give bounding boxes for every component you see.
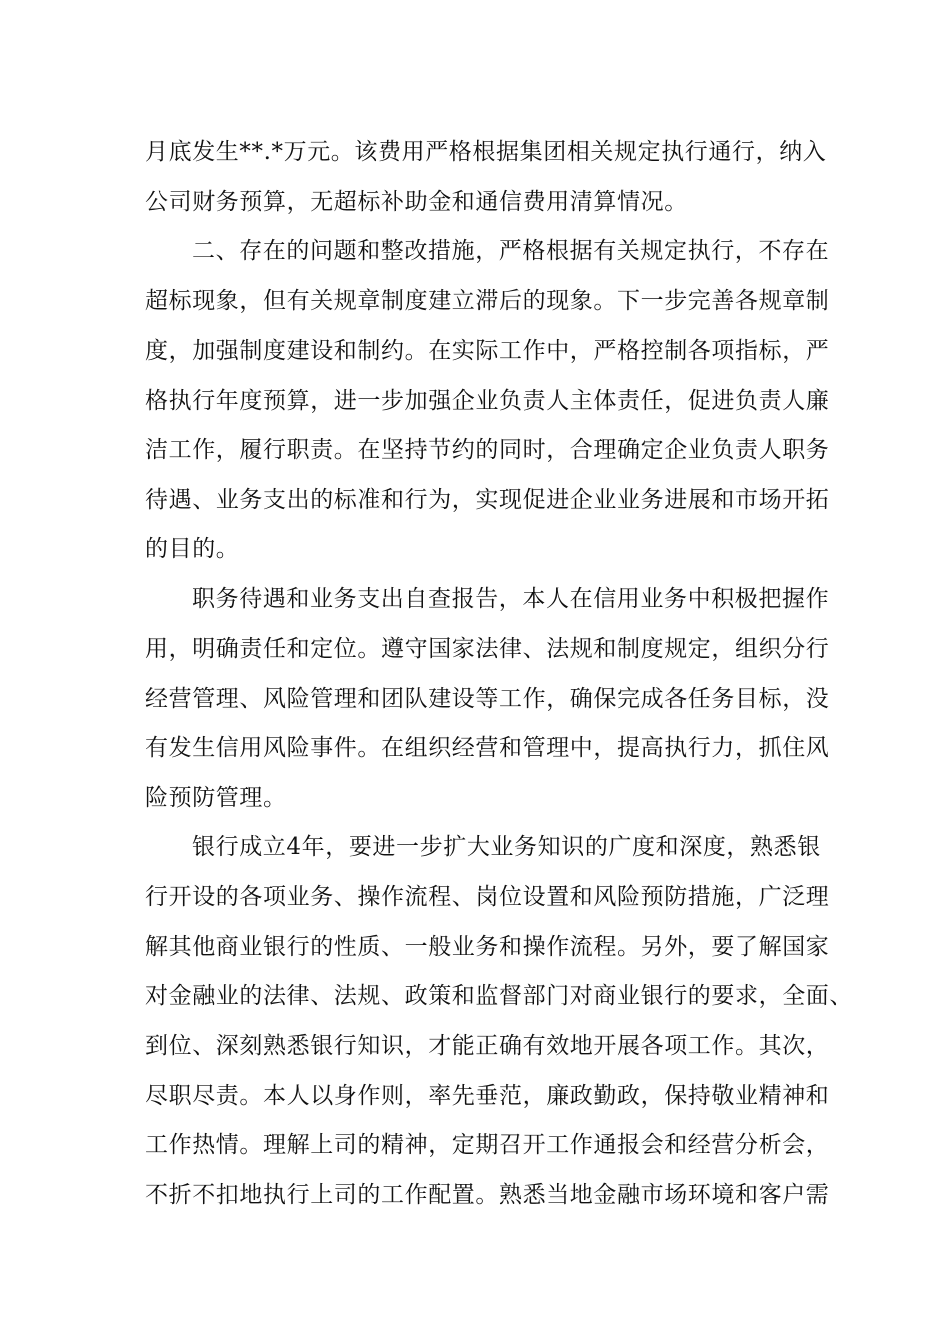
text-line: 待遇、业务支出的标准和行为，实现促进企业业务进展和市场开拓 xyxy=(145,487,830,513)
text-line: 经营管理、风险管理和团队建设等工作，确保完成各任务目标，没 xyxy=(145,686,830,712)
paragraph-start-line: 二、存在的问题和整改措施，严格根据有关规定执行，不存在 xyxy=(192,238,830,264)
text-line: 险预防管理。 xyxy=(145,785,287,811)
paragraph-start-line: 银行成立4年，要进一步扩大业务知识的广度和深度，熟悉银 xyxy=(192,834,821,860)
text-line: 解其他商业银行的性质、一般业务和操作流程。另外，要了解国家 xyxy=(145,934,830,960)
text-line: 格执行年度预算，进一步加强企业负责人主体责任，促进负责人廉 xyxy=(145,388,830,414)
paragraph-start-line: 职务待遇和业务支出自查报告，本人在信用业务中积极把握作 xyxy=(192,586,830,612)
text-line: 对金融业的法律、法规、政策和监督部门对商业银行的要求，全面、 xyxy=(145,983,853,1009)
text-line: 到位、深刻熟悉银行知识，才能正确有效地开展各项工作。其次， xyxy=(145,1033,830,1059)
text-line: 用，明确责任和定位。遵守国家法律、法规和制度规定，组织分行 xyxy=(145,636,830,662)
text-line: 不折不扣地执行上司的工作配置。熟悉当地金融市场环境和客户需 xyxy=(145,1182,830,1208)
text-line: 度，加强制度建设和制约。在实际工作中，严格控制各项指标，严 xyxy=(145,338,830,364)
text-line: 公司财务预算，无超标补助金和通信费用清算情况。 xyxy=(145,189,688,215)
text-line: 尽职尽责。本人以身作则，率先垂范，廉政勤政，保持敬业精神和 xyxy=(145,1083,830,1109)
text-line: 月底发生**.*万元。该费用严格根据集团相关规定执行通行，纳入 xyxy=(145,139,827,165)
text-line: 洁工作，履行职责。在坚持节约的同时，合理确定企业负责人职务 xyxy=(145,437,830,463)
text-line: 有发生信用风险事件。在组织经营和管理中，提高执行力，抓住风 xyxy=(145,735,830,761)
text-line: 超标现象，但有关规章制度建立滞后的现象。下一步完善各规章制 xyxy=(145,288,830,314)
text-line: 工作热情。理解上司的精神，定期召开工作通报会和经营分析会， xyxy=(145,1132,830,1158)
text-line: 的目的。 xyxy=(145,536,240,562)
text-line: 行开设的各项业务、操作流程、岗位设置和风险预防措施，广泛理 xyxy=(145,884,830,910)
